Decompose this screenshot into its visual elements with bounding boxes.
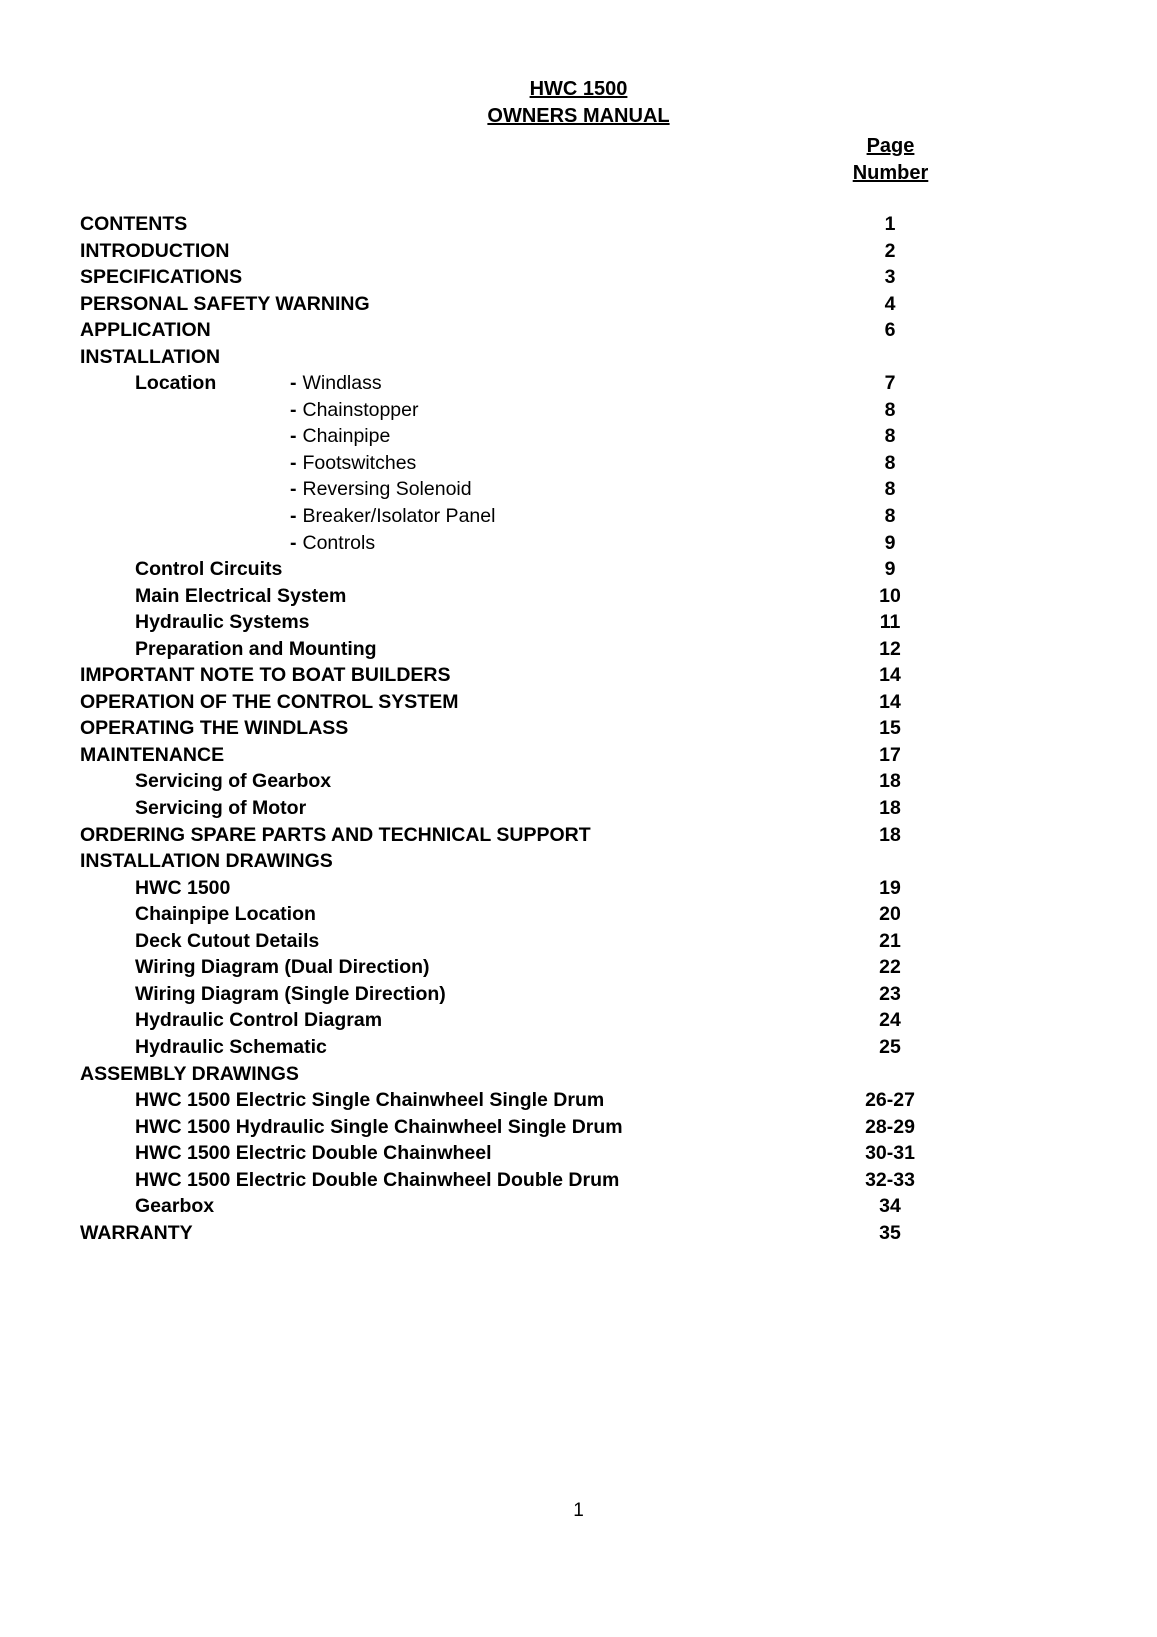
toc-entry-page-number: 15 (879, 717, 901, 740)
dash-bullet: - (290, 505, 297, 528)
toc-row (80, 715, 1090, 742)
toc-row (80, 238, 1090, 265)
toc-row (80, 1087, 1090, 1114)
toc-row (80, 1220, 1090, 1247)
toc-row (80, 423, 1090, 450)
toc-entry-label: OPERATING THE WINDLASS (80, 717, 349, 740)
toc-entry-label: ORDERING SPARE PARTS AND TECHNICAL SUPPORT (80, 823, 591, 846)
toc-entry-label: HWC 1500 Electric Double Chainwheel Double Drum (135, 1168, 620, 1191)
toc-row (80, 981, 1090, 1008)
toc-entry-label: PERSONAL SAFETY WARNING (80, 292, 370, 315)
toc-entry-page-number: 17 (879, 743, 901, 766)
toc-entry-label: HWC 1500 Electric Single Chainwheel Single Drum (135, 1089, 605, 1112)
toc-entry-page-number: 4 (884, 292, 896, 315)
page-col-header-line-2: Number (852, 162, 929, 184)
toc-sub-item (290, 397, 419, 424)
toc-row (80, 768, 1090, 795)
toc-entry-label: Hydraulic Schematic (135, 1035, 327, 1058)
toc-row (80, 1007, 1090, 1034)
toc-row (80, 211, 1090, 238)
toc-sub-item-label: Chainpipe (302, 425, 391, 448)
toc-entry-label: APPLICATION (80, 319, 211, 342)
toc-row (80, 476, 1090, 503)
toc-entry-page-number: 35 (879, 1221, 901, 1244)
toc-entry-label: OPERATION OF THE CONTROL SYSTEM (80, 690, 459, 713)
toc-sub-item-label: Footswitches (302, 451, 417, 474)
toc-sub-item (290, 450, 416, 477)
toc-row (80, 901, 1090, 928)
footer-page-number: 1 (573, 1500, 584, 1521)
toc-entry-page-number: 18 (879, 823, 901, 846)
toc-entry-page-number: 3 (884, 266, 896, 289)
toc-row (80, 795, 1090, 822)
toc-entry-page-number: 30-31 (865, 1142, 915, 1165)
toc-entry-page-number: 24 (879, 1009, 901, 1032)
toc-entry-page-number: 25 (879, 1035, 901, 1058)
dash-bullet: - (290, 398, 297, 421)
toc-row (80, 662, 1090, 689)
toc-entry-label: Wiring Diagram (Dual Direction) (135, 956, 430, 979)
toc-row (80, 344, 1090, 371)
toc-entry-page-number: 1 (884, 213, 896, 235)
toc-row (80, 264, 1090, 291)
dash-bullet: - (290, 478, 297, 501)
toc-entry-label: INSTALLATION (80, 345, 221, 368)
toc-row (80, 848, 1090, 875)
toc-entry-page-number: 26-27 (865, 1089, 915, 1112)
toc-row (80, 1167, 1090, 1194)
toc-entry-label: SPECIFICATIONS (80, 266, 243, 289)
toc-row (80, 689, 1090, 716)
toc-entry-label: ASSEMBLY DRAWINGS (80, 1062, 299, 1085)
toc-sub-item (290, 503, 495, 530)
toc-entry-page-number: 12 (879, 637, 901, 660)
toc-row (80, 822, 1090, 849)
toc-entry-page-number: 21 (879, 929, 901, 952)
toc-entry-label: Location (135, 372, 217, 395)
toc-entry-label: WARRANTY (80, 1221, 193, 1244)
page-number-column-header (818, 133, 963, 187)
dash-bullet: - (290, 425, 297, 448)
toc-entry-label: INTRODUCTION (80, 239, 230, 262)
toc-row (80, 954, 1090, 981)
title-line-2: OWNERS MANUAL (487, 105, 670, 127)
toc-entry-label: Gearbox (135, 1195, 215, 1218)
toc-entry-label: MAINTENANCE (80, 743, 225, 766)
toc-entry-page-number: 9 (884, 558, 896, 581)
toc-row (80, 397, 1090, 424)
toc-row (80, 1140, 1090, 1167)
toc-row (80, 875, 1090, 902)
toc-row (80, 1114, 1090, 1141)
toc-row (80, 1034, 1090, 1061)
toc-entry-page-number: 23 (879, 982, 901, 1005)
document-title (0, 76, 1157, 130)
toc-row (80, 530, 1090, 557)
toc-entry-page-number: 9 (884, 531, 896, 554)
toc-entry-page-number: 14 (879, 664, 901, 687)
toc-entry-page-number: 19 (879, 876, 901, 899)
toc-entry-page-number: 20 (879, 903, 901, 926)
toc-entry-page-number: 28-29 (865, 1115, 915, 1138)
toc-sub-item-label: Reversing Solenoid (302, 478, 472, 501)
toc-sub-item-label: Chainstopper (302, 398, 419, 421)
toc-entry-page-number: 8 (884, 505, 896, 528)
toc-entry-label: Control Circuits (135, 558, 283, 581)
dash-bullet: - (290, 451, 297, 474)
toc-entry-label: Chainpipe Location (135, 903, 316, 926)
toc-entry-page-number: 34 (879, 1195, 901, 1218)
toc-entry-page-number: 22 (879, 956, 901, 979)
toc-sub-item (290, 423, 390, 450)
toc-entry-label: Preparation and Mounting (135, 637, 377, 660)
toc-entry-page-number: 7 (884, 372, 896, 395)
toc-row (80, 556, 1090, 583)
toc-entry-page-number: 8 (884, 425, 896, 448)
toc-row (80, 1061, 1090, 1088)
toc-entry-page-number: 6 (884, 319, 896, 342)
toc-entry-label: Hydraulic Control Diagram (135, 1009, 383, 1032)
toc-sub-item-label: Controls (302, 531, 376, 554)
toc-entry-page-number: 18 (879, 770, 901, 793)
toc-entry-page-number: 10 (879, 584, 901, 607)
toc-row (80, 370, 1090, 397)
toc-entry-page-number: 14 (879, 690, 901, 713)
toc-entry-label: Wiring Diagram (Single Direction) (135, 982, 446, 1005)
toc-row (80, 742, 1090, 769)
toc-entry-page-number: 18 (879, 797, 901, 820)
toc-entry-page-number: 32-33 (865, 1168, 915, 1191)
toc-entry-label: HWC 1500 (135, 876, 231, 899)
toc-row (80, 583, 1090, 610)
toc-entry-label: HWC 1500 Hydraulic Single Chainwheel Single Drum (135, 1115, 623, 1138)
toc-entry-label: Hydraulic Systems (135, 611, 310, 634)
toc-sub-item-label: Windlass (302, 372, 382, 395)
toc-entry-label: INSTALLATION DRAWINGS (80, 850, 333, 873)
toc-entry-label: CONTENTS (80, 213, 188, 235)
toc-row (80, 291, 1090, 318)
toc-sub-item (290, 476, 472, 503)
dash-bullet: - (290, 372, 297, 395)
dash-bullet: - (290, 531, 297, 554)
toc-entry-page-number: 8 (884, 478, 896, 501)
toc-row (80, 636, 1090, 663)
toc-list (80, 211, 1090, 1246)
toc-entry-label: Main Electrical System (135, 584, 347, 607)
toc-sub-item (290, 370, 382, 397)
toc-entry-label: Deck Cutout Details (135, 929, 320, 952)
toc-entry-page-number: 8 (884, 398, 896, 421)
title-line-1: HWC 1500 (529, 78, 628, 100)
toc-entry-label: HWC 1500 Electric Double Chainwheel (135, 1142, 492, 1165)
toc-entry-page-number: 11 (879, 611, 901, 634)
toc-sub-item (290, 530, 375, 557)
page-col-header-line-1: Page (866, 135, 915, 157)
toc-row (80, 503, 1090, 530)
toc-row (80, 928, 1090, 955)
toc-row (80, 317, 1090, 344)
toc-row (80, 609, 1090, 636)
toc-row (80, 450, 1090, 477)
toc-entry-label: Servicing of Gearbox (135, 770, 332, 793)
toc-entry-label: IMPORTANT NOTE TO BOAT BUILDERS (80, 664, 451, 687)
toc-row (80, 1193, 1090, 1220)
toc-entry-page-number: 8 (884, 451, 896, 474)
toc-sub-item-label: Breaker/Isolator Panel (302, 505, 496, 528)
toc-entry-label: Servicing of Motor (135, 797, 307, 820)
toc-entry-page-number: 2 (884, 239, 896, 262)
